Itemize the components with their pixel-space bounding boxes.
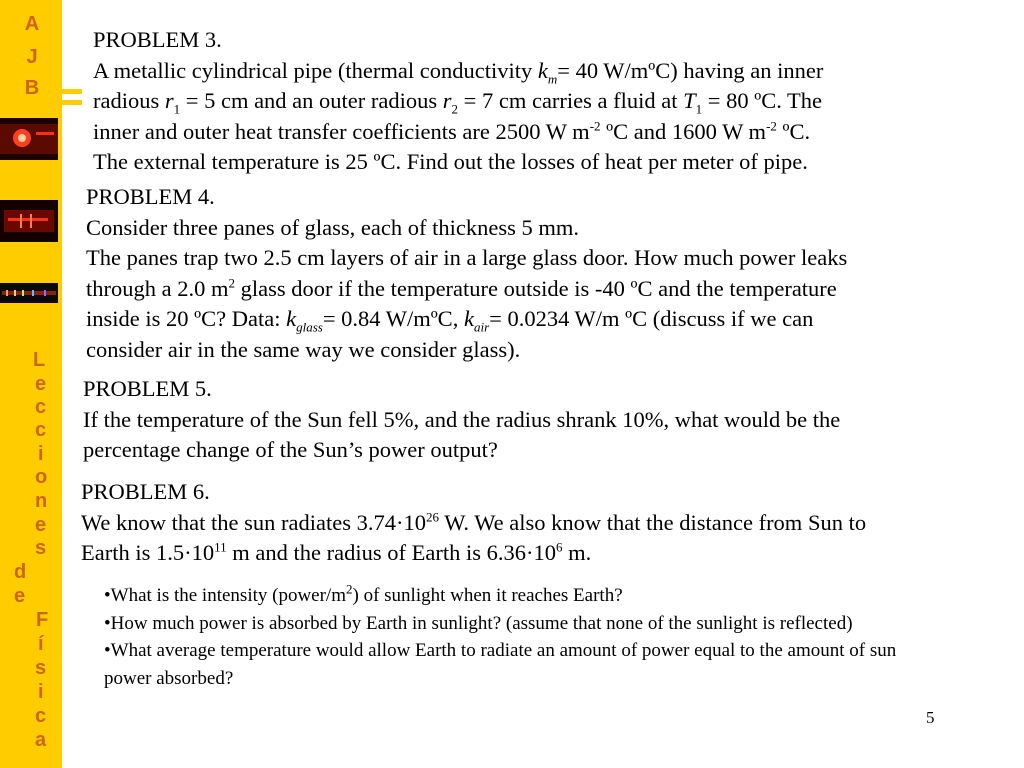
sidebar-letter: e [35, 514, 47, 536]
problem-text-line: inside is 20 ºC? Data: $k_{glass}= 0.84$ W/mºC, $k_{air}= 0.0234$ W/m ºC (discuss if we can [86, 306, 814, 335]
problem-text-line: A metallic cylindrical pipe (thermal conductivity $k_m= 40$ W/mºC) having an inner [93, 57, 824, 86]
problem-4 [86, 182, 847, 365]
problem-3 [93, 25, 823, 178]
problem-text-line: We know that the sun radiates $3.74\cdot 10^{26}$ W. We also know that the distance from Sun to [81, 509, 867, 535]
sidebar-letter: J [26, 46, 38, 68]
problem-text-line: If the temperature of the Sun fell 5%, and the radius shrank 10%, what would be the [83, 406, 841, 432]
sidebar-letter: i [38, 443, 44, 465]
sidebar-letter: s [35, 537, 47, 559]
sidebar-letter: F [36, 609, 49, 631]
sidebar [0, 0, 62, 768]
problem-title: PROBLEM 6. [81, 479, 210, 504]
problem-text-line: consider air in the same way we consider glass). [86, 336, 521, 362]
problem-text-line: through a 2.0 $m^2$ glass door if the temperature outside is -40 ºC and the temperature [86, 275, 837, 301]
sidebar-letter: c [35, 396, 47, 418]
problem-text-line: Consider three panes of glass, each of thickness 5 mm. [86, 214, 580, 240]
problem-6 [81, 477, 866, 569]
sidebar-letter: c [35, 705, 47, 727]
sidebar-letter: i [38, 681, 44, 703]
sidebar-letter: e [35, 373, 47, 395]
problem-title: PROBLEM 4. [86, 184, 215, 209]
sidebar-letter: B [24, 77, 40, 99]
spectrum-thumbnail-1 [0, 118, 58, 160]
sidebar-letter: L [33, 349, 46, 371]
problem-title: PROBLEM 3. [93, 27, 222, 52]
sidebar-letter: c [35, 419, 47, 441]
sidebar-letter: s [35, 657, 47, 679]
list-item: •How much power is absorbed by Earth in sunlight? (assume that none of the sunlight is reflected) [104, 612, 853, 634]
decorative-bar [62, 89, 82, 94]
sidebar-letter: a [35, 729, 47, 751]
list-item: •What is the intensity $(power/m^2)$ of sunlight when it reaches Earth? [104, 581, 623, 606]
problem-text-line: radious $r_1 = 5$ cm and an outer radious $r_2 = 7$ cm carries a fluid at $T_1 = 80$ ºC. The [93, 88, 823, 117]
problem-5 [83, 374, 840, 466]
problem-text-line: inner and outer heat transfer coefficients are 2500 W $m^{-2}$ ºC and 1600 W $m^{-2}$ ºC. [93, 118, 811, 144]
sidebar-letter: e [14, 585, 26, 607]
decorative-bar [62, 100, 82, 105]
sidebar-letter: A [24, 13, 40, 35]
list-item: •What average temperature would allow Earth to radiate an amount of power equal to the amount of sun power absorbed? [104, 640, 897, 689]
question-list [104, 582, 934, 692]
problem-title: PROBLEM 5. [83, 376, 212, 401]
page-number: 5 [926, 708, 935, 727]
problem-text-line: percentage change of the Sun’s power output? [83, 437, 498, 462]
problem-text-line: Earth is $1.5\cdot 10^{11}$ m and the radius of Earth is $6.36\cdot 10^6$ m. [81, 539, 592, 565]
sidebar-letter: í [38, 633, 44, 655]
problem-text-line: The external temperature is 25 ºC. Find out the losses of heat per meter of pipe. [93, 149, 808, 174]
problem-text-line: The panes trap two 2.5 cm layers of air in a large glass door. How much power leaks [86, 245, 848, 270]
sidebar-letter: n [35, 490, 48, 512]
spectrum-thumbnail-3 [0, 283, 58, 303]
spectrum-thumbnail-2 [0, 200, 58, 242]
sidebar-letter: o [35, 466, 48, 488]
sidebar-letter: d [14, 561, 27, 583]
